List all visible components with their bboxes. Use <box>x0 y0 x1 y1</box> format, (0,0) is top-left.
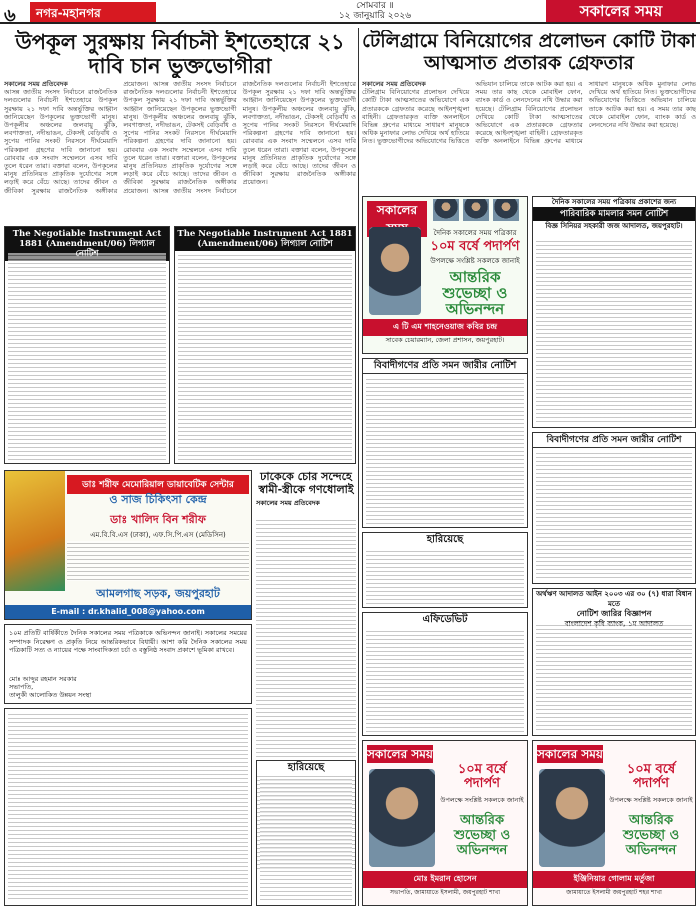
clinic-subtitle: ও সাজ চিকিৎসা কেন্দ্র <box>109 493 207 506</box>
greeting-name: এ টি এম শাহনেওয়াজ কবির চন্দ্র <box>363 319 527 336</box>
clinic-ad <box>4 470 252 620</box>
thanks-signer-title: সভাপতি, <box>9 683 34 691</box>
portrait-thumbnail-2 <box>463 199 489 221</box>
legal-notice-1-body <box>8 253 166 460</box>
story1-headline-box <box>4 30 356 78</box>
story1-text-repeat2: আসন্ন জাতীয় সংসদ নির্বাচনে রাজনৈতিক দলগুলোর নির্বাচনী ইশতেহারে উপকূল সুরক্ষায় ২১ দফা দাবি অন্তর্ভুক্তির আহ্বান জানিয়েছেন উপকূলের ভুক্তভোগী মানুষ। উপকূলীয় অঞ্চলের জলবায়ু ঝুঁকি, লবণাক্ততা, নদীভাঙন, টেকসই বেড়িবাঁধ ও সুপেয় পানির সংকট নিরসনে দীর্ঘমেয়াদি পরিকল্পনা গ্রহণের দাবি জানানো হয়। রোববার এক সংবাদ সম্মেলনে এসব দাবি তুলে ধরেন তারা। বক্তারা বলেন, উপকূলের মানুষ প্রতিনিয়ত প্রাকৃতিক দুর্যোগের সঙ্গে লড়াই করে বেঁচে আছে। তাদের জীবন ও জীবিকা সুরক্ষায় রাজনৈতিক অঙ্গীকার প্রয়োজন। <box>153 80 356 195</box>
story2-headline: টেলিগ্রামে বিনিয়োগের প্রলোভন কোটি টাকা আত্মসাত প্রতারক গ্রেফতার <box>362 30 696 74</box>
clinic-email: E-mail : dr.khalid_008@yahoo.com <box>5 605 251 619</box>
greet-bl-designation: সভাপতি, জামায়াতে ইসলামী, জয়পুরহাট শাখা <box>389 889 501 896</box>
summons-left-title: বিবাদীগণের প্রতি সমন জারীর নোটিশ <box>363 359 527 374</box>
clinic-title: ডাঃ শরীফ মেমোরিয়াল ডায়াবেটিক সেন্টার <box>67 475 249 494</box>
greeting-wish: আন্তরিক শুভেচ্ছা ও অভিনন্দন <box>442 268 508 318</box>
greeting-portrait <box>369 227 421 315</box>
greet-bl-portrait <box>369 769 435 867</box>
column-divider <box>358 28 359 906</box>
story2-headline-box <box>362 30 696 78</box>
greet-br-wish: আন্তরিক শুভেচ্ছা ও অভিনন্দন <box>622 813 680 858</box>
greeting-logo: সকালের <box>367 201 427 237</box>
thief-headline: ঢাকেকে চোর সন্দেহে স্বামী-স্ত্রীকে গণধোলাই <box>258 470 354 496</box>
greet-br-occasion: উপলক্ষে সংশ্লিষ্ট সকলকে জানাই <box>609 796 693 804</box>
greet-br-anniv: ১০ম বর্ষে পদার্পণ <box>626 762 676 791</box>
greet-br-name: ইঞ্জিনিয়ার গোলাম মর্তুজা <box>533 871 695 888</box>
masthead-logo: সকালের সময় <box>546 0 696 22</box>
page-number: ৬ <box>4 5 16 24</box>
issue-date-text: ১২ জানুয়ারি ২০২৬ <box>338 11 412 21</box>
portrait-thumbnail-3 <box>493 199 519 221</box>
clinic-ad-illustration <box>5 471 65 591</box>
thanks-note <box>4 624 252 704</box>
clinic-address: আমলগাছ সড়ক, জয়পুরহাট <box>96 587 220 600</box>
affidavit-notice <box>362 612 528 736</box>
story1-body <box>4 80 356 220</box>
greeting-ad-bottom-left <box>362 740 528 906</box>
summons-notice-right <box>532 432 696 584</box>
thanks-body: ১০ম প্রতিটি বার্ষিকীতে দৈনিক সকালের সময় পত্রিকাকে অভিনন্দন জানাই। সকালের সময়ের সম্পাদক নিরেক্ষণ ও প্রকৃতি নিয়ে আন্তরিকভাবে বিধায়ী। আশা করি দৈনিক সকালের সময় পত্রিকাটি সত্য ও ন্যায়ের পক্ষে সাংবাদিকতা চর্চা ও বস্তুনিষ্ঠ সংবাদ প্রকাশে ভূমিকা রাখবে। <box>9 629 247 654</box>
bank-notice-title: অর্থঋণ আদালত আইন ২০০৩ এর ৩০ (৭) ধারা বিধান মতে <box>536 590 692 608</box>
clinic-degrees: এম.বি.বি.এস (ঢাকা), এফ.সি.পি.এস (মেডিসিন) <box>90 531 226 539</box>
affidavit-body <box>366 629 524 732</box>
greet-bl-logo: সকালের সময় <box>367 747 434 761</box>
greet-br-portrait <box>539 769 605 867</box>
legal-notice-2-title: The Negotiable Instrument Act 1881 (Amendment/06) লিগ্যাল নোটিশ <box>175 227 355 251</box>
story1-headline: উপকূল সুরক্ষায় নির্বাচনী ইশতেহারে ২১ দাবি চান ভুক্তভোগীরা <box>15 30 345 78</box>
notice-body-text <box>536 239 692 424</box>
greet-br-logo: সকালের সময় <box>537 747 604 761</box>
greeting-designation: সাবেক চেয়ারম্যান, জেলা প্রশাসন, জয়পুরহাট। <box>385 336 505 344</box>
story2-text-repeat: টেলিগ্রাম বিনিয়োগের প্রলোভন দেখিয়ে কোটি টাকা আত্মসাতের অভিযোগে এক প্রতারককে গ্রেফতার করেছে আইনশৃঙ্খলা বাহিনী। গ্রেফতারকৃত ব্যক্তি অনলাইনে বিভিন্ন গ্রুপের মাধ্যমে সাধারণ মানুষকে অধিক মুনাফার লোভ দেখিয়ে অর্থ হাতিয়ে নিত। ভুক্তভোগীদের অভিযোগের ভিত্তিতে অভিযান চালিয়ে তাকে আটক করা হয়। এ সময় তার কাছ থেকে মোবাইল ফোন, ব্যাংক কার্ড ও লেনদেনের নথি উদ্ধার করা হয়েছে। <box>475 80 696 146</box>
clinic-details <box>67 541 249 581</box>
summons-right-body <box>536 451 692 580</box>
greet-bl-anniv: ১০ম বর্ষে পদার্পণ <box>457 762 507 791</box>
portrait-thumbnail <box>433 199 459 221</box>
bank-notice-body <box>536 623 692 732</box>
notice-top-subtitle: পারিবারিক মামলার সমন নোটিশ <box>533 207 695 221</box>
greeting-anniversary: ১০ম বর্ষে পদার্পণ <box>430 239 520 254</box>
page-header <box>0 0 700 24</box>
story2-byline: সকালের সময় প্রতিবেদক <box>362 80 426 88</box>
notice-top-court: বিজ্ঞ সিনিয়র সহকারী জজ আদালত, জয়পুরহাট। <box>545 222 683 230</box>
legal-notice-1 <box>4 226 170 464</box>
affidavit-title: এফিডেভিট <box>363 613 527 627</box>
summons-right-title: বিবাদীগণের প্রতি সমন জারীর নোটিশ <box>533 433 695 448</box>
bank-notice-subtitle: নোটিশ জারির বিজ্ঞাপন <box>576 609 652 618</box>
issue-day: সোমবার ॥ <box>356 1 394 11</box>
family-court-notice <box>532 196 696 428</box>
notice-top-title: দৈনিক সকালের সময় পত্রিকায় প্রকাশের জন্য <box>551 198 677 206</box>
bank-court-notice <box>532 588 696 736</box>
story1-text: আসন্ন জাতীয় সংসদ নির্বাচনে রাজনৈতিক দলগুলোর নির্বাচনী ইশতেহারে উপকূল সুরক্ষায় ২১ দফা দাবি অন্তর্ভুক্তির আহ্বান জানিয়েছেন উপকূলের ভুক্তভোগী মানুষ। উপকূলীয় অঞ্চলের জলবায়ু ঝুঁকি, লবণাক্ততা, নদীভাঙন, টেকসই বেড়িবাঁধ ও সুপেয় পানির সংকট নিরসনে দীর্ঘমেয়াদি পরিকল্পনা গ্রহণের দাবি জানানো হয়। রোববার এক সংবাদ সম্মেলনে এসব দাবি তুলে ধরেন তারা। বক্তারা বলেন, উপকূলের মানুষ প্রতিনিয়ত প্রাকৃতিক দুর্যোগের সঙ্গে লড়াই করে বেঁচে আছে। তাদের জীবন ও জীবিকা সুরক্ষায় রাজনৈতিক অঙ্গীকার প্রয়োজন। <box>4 80 149 195</box>
legal-notice-2 <box>174 226 356 464</box>
lost2-body <box>260 777 352 902</box>
thanks-signer: মোঃ আব্দুর রহমান সরকার <box>9 675 77 683</box>
bottom-left-notice <box>4 708 252 906</box>
greeting-ad-bottom-right <box>532 740 696 906</box>
greet-br-designation: জামায়াতে ইসলামী জয়পুরহাট শহর শাখা <box>566 889 662 896</box>
greet-bl-name: মোঃ ইমরান হোসেন <box>363 871 527 888</box>
lost-title: হারিয়েছে <box>363 533 527 547</box>
summons-notice-left <box>362 358 528 528</box>
greet-bl-wish: আন্তরিক শুভেচ্ছা ও অভিনন্দন <box>453 813 511 858</box>
story2-body <box>362 80 696 192</box>
greeting-occasion: উপলক্ষে সংশ্লিষ্ট সকলকে জানাই <box>430 257 520 265</box>
legal-notice-1-title: The Negotiable Instrument Act 1881 (Amendment/06) লিগ্যাল <box>5 227 169 261</box>
clinic-doctor: ডাঃ খালিদ বিন শরীফ <box>110 513 206 526</box>
greeting-ad-top <box>362 196 528 354</box>
legal-notice-2-body <box>178 253 352 460</box>
lost-notice <box>362 532 528 608</box>
greeting-subtitle: দৈনিক সকালের সময় পত্রিকার <box>433 229 517 237</box>
story2-text: টেলিগ্রাম বিনিয়োগের প্রলোভন দেখিয়ে কোটি টাকা আত্মসাতের অভিযোগে এক প্রতারককে গ্রেফতার করেছে আইনশৃঙ্খলা বাহিনী। গ্রেফতারকৃত ব্যক্তি অনলাইনে বিভিন্ন গ্রুপের মাধ্যমে সাধারণ মানুষকে অধিক মুনাফার লোভ দেখিয়ে অর্থ হাতিয়ে নিত। ভুক্তভোগীদের অভিযোগের ভিত্তিতে অভিযান চালিয়ে তাকে আটক করা হয়। এ সময় তার কাছ থেকে মোবাইল ফোন, ব্যাংক কার্ড ও লেনদেনের নথি উদ্ধার করা হয়েছে। <box>362 80 583 146</box>
summons-left-body <box>366 377 524 524</box>
story1-byline: সকালের সময় প্রতিবেদক <box>4 80 68 88</box>
bottom-left-notice-body <box>8 712 248 902</box>
thief-byline: সকালের সময় প্রতিবেদক <box>256 499 320 507</box>
greet-bl-occasion: উপলক্ষে সংশ্লিষ্ট সকলকে জানাই <box>440 796 524 804</box>
thanks-signer-org: তালুকী আলোকিত উন্নয়ন সংস্থা <box>9 691 92 699</box>
lost-body <box>366 549 524 604</box>
section-label: নগর-মহানগর <box>30 2 156 22</box>
story1-text-repeat: আসন্ন জাতীয় সংসদ নির্বাচনে রাজনৈতিক দলগুলোর নির্বাচনী ইশতেহারে উপকূল সুরক্ষায় ২১ দফা দাবি অন্তর্ভুক্তির আহ্বান জানিয়েছেন উপকূলের ভুক্তভোগী মানুষ। উপকূলীয় অঞ্চলের জলবায়ু ঝুঁকি, লবণাক্ততা, নদীভাঙন, টেকসই বেড়িবাঁধ ও সুপেয় পানির সংকট নিরসনে দীর্ঘমেয়াদি পরিকল্পনা গ্রহণের দাবি জানানো হয়। রোববার এক সংবাদ সম্মেলনে এসব দাবি তুলে ধরেন তারা। বক্তারা বলেন, উপকূলের মানুষ প্রতিনিয়ত প্রাকৃতিক দুর্যোগের সঙ্গে লড়াই করে বেঁচে আছে। তাদের জীবন ও জীবিকা সুরক্ষায় রাজনৈতিক অঙ্গীকার প্রয়োজন। <box>123 80 237 195</box>
lost2-title: হারিয়েছে <box>257 761 355 775</box>
lost-notice-2 <box>256 760 356 906</box>
issue-date <box>300 1 450 21</box>
